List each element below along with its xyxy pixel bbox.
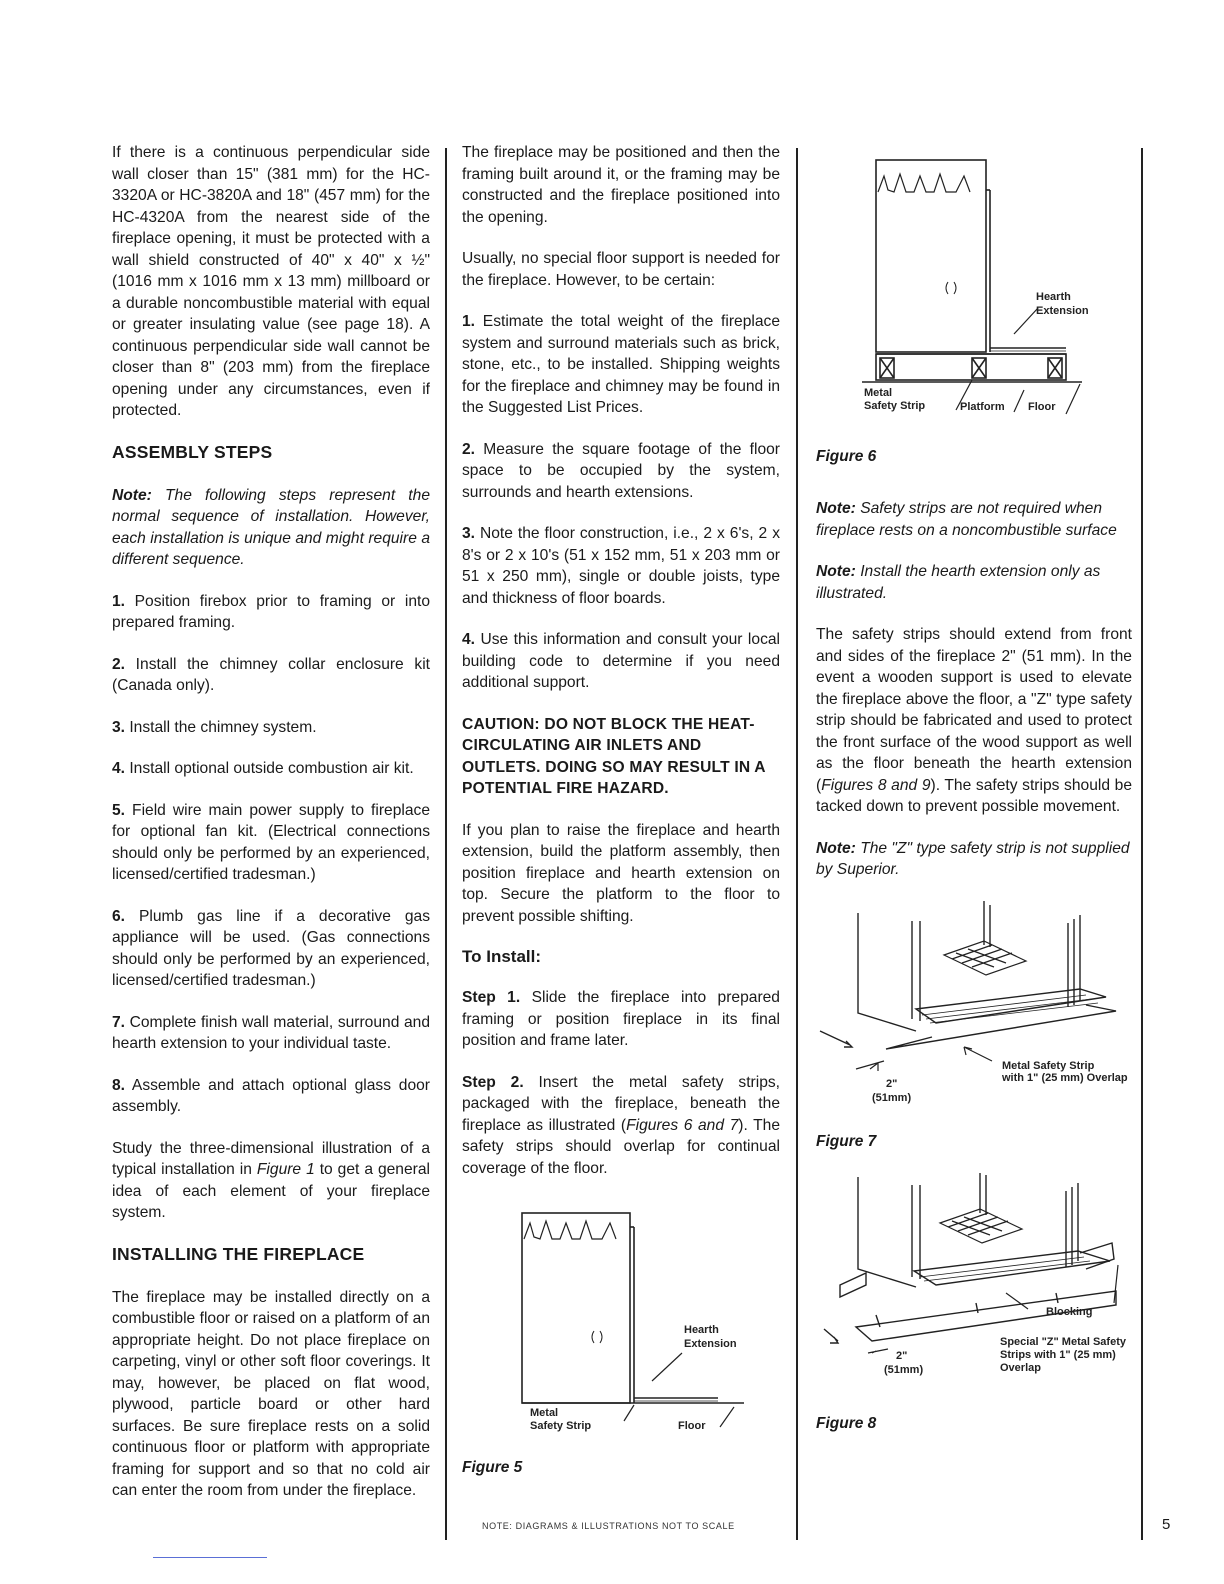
column-middle: [462, 142, 780, 1477]
page-number: 5: [1162, 1516, 1171, 1533]
note-text: The "Z" type safety strip is not supplied by Superior.: [816, 839, 1130, 878]
label-hearth: Hearth: [1036, 291, 1071, 303]
step-text: Install the chimney collar enclosure kit (Canada only).: [112, 655, 430, 694]
scan-artifact-line: [153, 1557, 267, 1558]
installing-paragraph: The fireplace may be installed directly on a combustible floor or raised on a platform of an appropriate height. Do not place fireplace on carpeting, vinyl or other soft floor coverings. It may, however, be placed on flat wood, plywood, particle board or other hard surfaces. Be sure fireplace rests on a solid continuous floor or platform with appropriate framing for support and so that no cold air can enter the room from under the fireplace.: [112, 1288, 430, 1499]
label-floor: Floor: [678, 1420, 706, 1432]
positioning-paragraph: The fireplace may be positioned and then the framing built around it, or the framing may be constructed and the fireplace positioned into the opening.: [462, 144, 780, 226]
label-hearth: Hearth: [684, 1324, 719, 1336]
hearth-front: [914, 1251, 1110, 1285]
step-text: Complete finish wall material, surround and hearth extension to your individual taste.: [112, 1013, 430, 1052]
fireplace-side: [858, 1177, 916, 1287]
firebox-grate-icon: [940, 1209, 1022, 1243]
item-text: Estimate the total weight of the fireplace system and surround materials such as brick, stone, etc., to be installed. Shipping weights for the fireplace and chimney may be found in the Suggested List Prices.: [462, 313, 780, 416]
study-text-end: to get a general idea of each element of your fireplace system.: [112, 1161, 430, 1221]
label-platform: Platform: [960, 401, 1005, 413]
figure-6-diagram: [856, 158, 1156, 430]
safety-text: The safety strips should extend from front and sides of the fireplace 2" (51 mm). In the event a wooden support is used to elevate the fireplace above the floor, a "Z" type safety strip should be fabricated and used to protect the front surface of the wood support as well as the floor beneath the hearth extension (: [816, 626, 1132, 794]
fireplace-side: [858, 913, 916, 1031]
step-text: Insert the metal safety strips, packaged with the fireplace, beneath the fireplace as illustrated (: [462, 1073, 780, 1134]
firebox-grate-icon: [524, 1221, 616, 1239]
step-text: Install optional outside combustion air kit.: [125, 760, 414, 777]
figure-5-caption: Figure 5: [462, 1459, 523, 1476]
item-number: 2.: [462, 440, 476, 458]
safety-strips-paragraph: [816, 624, 1132, 818]
figure-7-diagram: [816, 901, 1132, 1121]
step-text: Position firebox prior to framing or into prepared framing.: [112, 592, 430, 631]
item-text: Measure the square footage of the floor space to be occupied by the system, surrounds and hearth extensions.: [462, 440, 780, 501]
figure-7-caption: Figure 7: [816, 1132, 877, 1150]
firebox-grate-icon: [944, 941, 1026, 975]
step-text-end: ). The safety strips should overlap for continual coverage of the floor.: [462, 1116, 781, 1177]
support-item-4: [462, 629, 780, 694]
install-step-2: [462, 1072, 780, 1180]
label-metal: Metal: [530, 1407, 559, 1419]
note-label: Note:: [816, 839, 856, 857]
support-item-1: [462, 311, 780, 419]
step-number: 8.: [112, 1076, 126, 1094]
item-text: Note the floor construction, i.e., 2 x 6's, 2 x 8's or 2 x 10's (51 x 152 mm, 51 x 203 mm or 51 x 250 mm), single or double joists, type and thickness of floor boards.: [462, 525, 780, 607]
step-text: Slide the fireplace into prepared framing or position fireplace in its final position and frame later.: [462, 989, 780, 1049]
step-label: Step 2.: [462, 1073, 524, 1091]
caution-warning: CAUTION: DO NOT BLOCK THE HEAT-CIRCULATING AIR INLETS AND OUTLETS. DOING SO MAY RESULT IN A POTENTIAL FIRE HAZARD.: [462, 715, 766, 797]
footer-scale-note: NOTE: DIAGRAMS & ILLUSTRATIONS NOT TO SCALE: [482, 1521, 735, 1531]
label-metal: Metal: [864, 387, 893, 399]
safety-text-end: ). The safety strips should be tacked down to prevent possible movement.: [816, 776, 1132, 815]
label-2-inch: 2": [886, 1077, 898, 1090]
damper-icon: [592, 1331, 602, 1343]
column-divider-1: [445, 148, 447, 1540]
step-number: 5.: [112, 801, 126, 819]
step-number: 6.: [112, 907, 126, 925]
figure-reference: Figures 8 and 9: [821, 776, 931, 794]
label-metal-safety-strip: Metal Safety Strip: [1002, 1059, 1095, 1072]
figure-8-caption: Figure 8: [816, 1414, 877, 1432]
label-51mm: (51mm): [884, 1363, 924, 1376]
label-safety-strip: Safety Strip: [530, 1420, 592, 1432]
raise-paragraph: If you plan to raise the fireplace and hearth extension, build the platform assembly, then position fireplace and hearth extension on top. Secure the platform to the floor to prevent possible shifting.: [462, 821, 780, 925]
assembly-step-1: [112, 591, 430, 634]
step-text: Field wire main power supply to fireplace for optional fan kit. (Electrical connections should only be performed by an experienced, licensed/certified tradesman.): [112, 801, 430, 883]
platform-frame: [876, 354, 1066, 380]
step-text: Install the chimney system.: [125, 718, 317, 736]
assembly-steps-heading: ASSEMBLY STEPS: [112, 441, 273, 462]
label-blocking: Blocking: [1046, 1305, 1093, 1318]
item-number: 4.: [462, 631, 476, 648]
assembly-step-7: [112, 1012, 430, 1055]
figure-reference: Figures 6 and 7: [626, 1116, 739, 1134]
label-2-inch: 2": [896, 1349, 908, 1362]
firebox-grate-icon: [878, 174, 970, 192]
assembly-note: [112, 485, 430, 571]
label-safety-strip: Safety Strip: [864, 400, 926, 412]
note-text: Install the hearth extension only as illustrated.: [816, 563, 1101, 602]
assembly-step-5: [112, 800, 430, 886]
figure-reference: Figure 1: [256, 1161, 315, 1178]
item-number: 3.: [462, 525, 476, 542]
note-hearth-extension: [816, 561, 1132, 604]
note-label: Note:: [816, 500, 856, 517]
note-text: The following steps represent the normal sequence of installation. However, each installation is unique and might require a different sequence.: [112, 486, 430, 568]
step-number: 7.: [112, 1013, 126, 1031]
item-text: Use this information and consult your local building code to determine if you need additional support.: [462, 631, 780, 691]
item-number: 1.: [462, 313, 476, 330]
assembly-step-6: [112, 906, 430, 992]
note-strips-not-required: [816, 498, 1132, 541]
label-extension: Extension: [684, 1338, 737, 1350]
step-text: Plumb gas line if a decorative gas appliance will be used. (Gas connections should only be performed by an experienced, licensed/certified tradesman.): [112, 907, 430, 989]
label-overlap: with 1" (25 mm) Overlap: [1002, 1071, 1128, 1084]
fireplace-outline: [876, 160, 986, 352]
column-left: [112, 142, 430, 1522]
to-install-heading: To Install:: [462, 947, 542, 966]
figure-8-diagram: [816, 1173, 1132, 1413]
assembly-step-8: [112, 1075, 430, 1118]
column-divider-2: [796, 148, 798, 1540]
note-label: Note:: [112, 486, 152, 504]
step-number: 2.: [112, 655, 126, 673]
study-paragraph: [112, 1138, 430, 1224]
assembly-step-2: [112, 654, 430, 697]
note-text: Safety strips are not required when fireplace rests on a noncombustible surface: [816, 500, 1117, 539]
fireplace-outline: [522, 1213, 630, 1403]
step-label: Step 1.: [462, 989, 521, 1006]
blocking-end-left: [840, 1273, 866, 1297]
side-wall-paragraph: If there is a continuous perpendicular side wall closer than 15" (381 mm) for the HC-3320A or HC-3820A and 18" (457 mm) for the HC-4320A from the nearest side of the fireplace opening, it must be protected with a wall shield constructed of 40" x 40" x ½" (1016 mm x 1016 mm x 13 mm) millboard or a durable noncombustible material with equal or greater insulating value (see page 18). A continuous perpendicular side wall cannot be closer than 8" (203 mm) from the fireplace opening under any circumstances, even if protected.: [112, 144, 430, 419]
damper-icon: [946, 282, 956, 294]
study-text: Study the three-dimensional illustration of a typical installation in: [112, 1139, 430, 1178]
figure-5-diagram: [472, 1205, 772, 1455]
installing-fireplace-heading: INSTALLING THE FIREPLACE: [112, 1243, 365, 1264]
label-strips-with: Strips with 1" (25 mm): [1000, 1348, 1116, 1361]
note-label: Note:: [816, 563, 856, 580]
label-floor: Floor: [1028, 401, 1056, 413]
step-number: 4.: [112, 760, 126, 777]
column-right: [816, 142, 1132, 1433]
step-text: Assemble and attach optional glass door assembly.: [112, 1076, 430, 1115]
assembly-step-4: [112, 758, 430, 780]
step-number: 3.: [112, 718, 126, 736]
label-overlap: Overlap: [1000, 1361, 1041, 1374]
support-item-3: [462, 523, 780, 609]
note-z-strip: [816, 838, 1132, 881]
install-step-1: [462, 987, 780, 1052]
step-number: 1.: [112, 592, 126, 610]
assembly-step-3: [112, 717, 430, 739]
support-item-2: [462, 439, 780, 504]
label-51mm: (51mm): [872, 1091, 912, 1104]
label-extension: Extension: [1036, 305, 1089, 317]
figure-6-caption: Figure 6: [816, 448, 877, 465]
floor-support-paragraph: Usually, no special floor support is needed for the fireplace. However, to be certain:: [462, 250, 780, 289]
label-special-z: Special "Z" Metal Safety: [1000, 1335, 1126, 1348]
